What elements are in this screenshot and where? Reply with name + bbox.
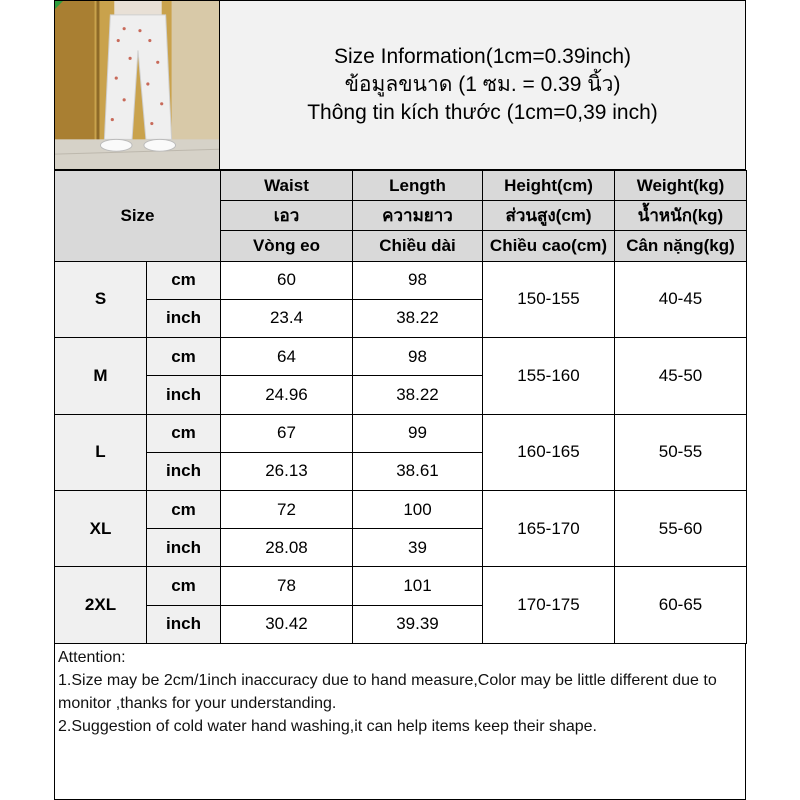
size-info-panel [220,0,746,170]
unit-cm: cm [147,338,221,376]
col-height-th: ส่วนสูง(cm) [483,201,615,231]
size-label: XL [55,490,147,566]
length-inch: 38.22 [353,299,483,337]
unit-cm: cm [147,414,221,452]
height-range: 155-160 [483,338,615,414]
length-inch: 38.22 [353,376,483,414]
weight-range: 45-50 [615,338,747,414]
length-cm: 101 [353,567,483,605]
col-height-vi: Chiều cao(cm) [483,231,615,261]
unit-inch: inch [147,299,221,337]
length-cm: 99 [353,414,483,452]
product-photo [54,0,220,170]
waist-inch: 28.08 [221,529,353,567]
title-english: Size Information(1cm=0.39inch) [333,45,632,68]
size-label: 2XL [55,567,147,644]
waist-inch: 24.96 [221,376,353,414]
size-table [54,170,747,644]
waist-cm: 67 [221,414,353,452]
attention-notes [54,644,746,800]
table-row [55,414,747,452]
waist-cm: 64 [221,338,353,376]
table-row [55,490,747,528]
length-inch: 39 [353,529,483,567]
size-label: M [55,338,147,414]
unit-inch: inch [147,529,221,567]
header [54,0,746,170]
height-range: 165-170 [483,490,615,566]
table-row [55,567,747,605]
waist-inch: 30.42 [221,605,353,643]
col-length-th: ความยาว [353,201,483,231]
unit-cm: cm [147,490,221,528]
unit-inch: inch [147,376,221,414]
waist-cm: 60 [221,261,353,299]
product-photo-pants-icon [55,1,219,169]
height-range: 160-165 [483,414,615,490]
title-vietnamese: Thông tin kích thước (1cm=0,39 inch) [307,101,658,124]
attention-note-2: 2.Suggestion of cold water hand washing,it can help items keep their shape. [58,718,597,735]
col-waist-th: เอว [221,201,353,231]
height-range: 150-155 [483,261,615,337]
corner-mark [55,1,63,9]
attention-note-1: 1.Size may be 2cm/1inch inaccuracy due to hand measure,Color may be little different due to monitor ,thanks for your understanding. [58,672,717,712]
weight-range: 50-55 [615,414,747,490]
length-inch: 39.39 [353,605,483,643]
weight-range: 40-45 [615,261,747,337]
unit-cm: cm [147,567,221,605]
col-weight-vi: Cân nặng(kg) [615,231,747,261]
waist-cm: 72 [221,490,353,528]
size-chart [54,0,746,800]
waist-cm: 78 [221,567,353,605]
title-thai: ข้อมูลขนาด (1 ซม. = 0.39 นิ้ว) [344,73,621,96]
col-weight-en: Weight(kg) [615,171,747,201]
table-row [55,338,747,376]
unit-inch: inch [147,605,221,643]
unit-inch: inch [147,452,221,490]
waist-inch: 23.4 [221,299,353,337]
length-inch: 38.61 [353,452,483,490]
col-weight-th: น้ำหนัก(kg) [615,201,747,231]
waist-inch: 26.13 [221,452,353,490]
col-waist-en: Waist [221,171,353,201]
col-length-vi: Chiều dài [353,231,483,261]
length-cm: 100 [353,490,483,528]
col-height-en: Height(cm) [483,171,615,201]
table-row [55,261,747,299]
weight-range: 55-60 [615,490,747,566]
length-cm: 98 [353,261,483,299]
height-range: 170-175 [483,567,615,644]
size-label: S [55,261,147,337]
size-label: L [55,414,147,490]
col-waist-vi: Vòng eo [221,231,353,261]
unit-cm: cm [147,261,221,299]
length-cm: 98 [353,338,483,376]
col-length-en: Length [353,171,483,201]
size-header: Size [55,171,221,262]
weight-range: 60-65 [615,567,747,644]
attention-title: Attention: [58,649,126,666]
